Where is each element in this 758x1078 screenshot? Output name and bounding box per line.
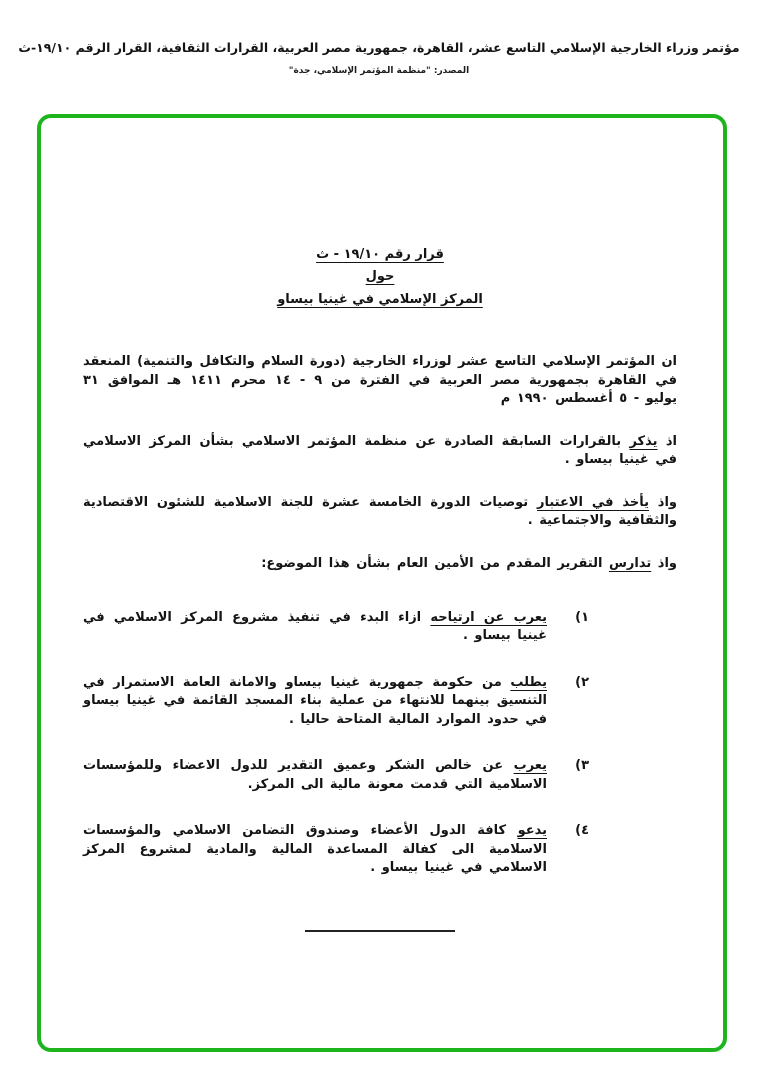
- item-number: ٤): [575, 823, 589, 839]
- item-number: ٣): [575, 758, 589, 774]
- paragraph-lead: تدارس: [608, 555, 652, 571]
- reviewing-paragraph: [83, 555, 677, 573]
- resolution-about: حول: [365, 269, 395, 285]
- item-number: ٢): [575, 674, 589, 690]
- list-item-4: [83, 822, 589, 877]
- preamble-paragraph: [83, 353, 677, 408]
- item-text: [83, 674, 547, 729]
- paragraph-pre: واذ: [651, 555, 677, 571]
- list-item-1: [83, 609, 589, 646]
- resolution-about-line: [83, 268, 677, 286]
- document-header: [0, 40, 758, 76]
- paragraph-lead: يأخذ في الاعتبار: [537, 494, 649, 510]
- green-border-frame: [37, 114, 727, 1052]
- item-text: [83, 609, 547, 646]
- item-lead: يدعو: [517, 823, 547, 839]
- resolution-items: [83, 609, 677, 878]
- resolution-items-inner: [83, 609, 589, 878]
- title-block: [83, 246, 677, 309]
- item-rest: كافة الدول الأعضاء وصندوق التضامن الاسلامي والمؤسسات الاسلامية الى كفالة المساعدة المالية والمادية لمشروع المركز الاسلامي في غينيا بيساو .: [83, 823, 547, 876]
- resolution-topic-line: [83, 291, 677, 309]
- item-rest: ازاء البدء في تنفيذ مشروع المركز الاسلامي في غينيا بيساو .: [83, 609, 547, 644]
- resolution-number-line: [83, 246, 677, 264]
- list-item-3: [83, 757, 589, 794]
- resolution-topic: المركز الإسلامي في غينيا بيساو: [277, 291, 483, 307]
- paragraph-pre: اذ: [657, 433, 677, 449]
- item-text: [83, 822, 547, 877]
- item-rest: عن خالص الشكر وعميق التقدير للدول الاعضاء وللمؤسسات الاسلامية التي قدمت معونة مالية الى المركز.: [83, 758, 547, 792]
- item-lead: يعرب: [513, 758, 547, 774]
- paragraph-pre: واذ: [648, 494, 678, 510]
- header-source: المصدر: "منظمة المؤتمر الإسلامي، جدة": [288, 66, 470, 76]
- item-lead: يعرب عن ارتياحه: [430, 609, 548, 625]
- paragraph-text: توصيات الدورة الخامسة عشرة للجنة الاسلامية للشئون الاقتصادية والثقافية والاجتماعية .: [83, 494, 677, 529]
- bottom-divider: [305, 930, 455, 932]
- item-number: ١): [575, 609, 589, 625]
- resolution-number: قرار رقم ١٩/١٠ - ث: [316, 247, 444, 262]
- list-item-2: [83, 674, 589, 729]
- considering-paragraph: [83, 494, 677, 531]
- item-text: [83, 757, 547, 794]
- paragraph-text: ان المؤتمر الإسلامي التاسع عشر لوزراء الخارجية (دورة السلام والتكافل والتنمية) المنعقد في القاهرة بجمهورية مصر العربية في الفترة من ٩ - ١٤ محرم ١٤١١ هـ الموافق ٣١ يوليو - ٥ أغسطس ١٩٩٠ م: [83, 354, 677, 407]
- document-content: [41, 118, 723, 932]
- item-rest: من حكومة جمهورية غينيا بيساو والامانة العامة الاستمرار في التنسيق بينهما للانتهاء من عملية بناء المسجد القائمة في غينيا بيساو في حدود الموارد المالية المتاحة حاليا .: [83, 674, 547, 727]
- header-title: مؤتمر وزراء الخارجية الإسلامي التاسع عشر، القاهرة، جمهورية مصر العربية، القرارات الثقافية، القرار الرقم ١٩/١٠-ث: [18, 40, 740, 55]
- recalling-paragraph: [83, 433, 677, 470]
- item-lead: يطلب: [510, 674, 547, 690]
- paragraph-text: بالقرارات السابقة الصادرة عن منظمة المؤتمر الاسلامي بشأن المركز الاسلامي في غينيا بيساو .: [83, 433, 677, 468]
- paragraph-text: التقرير المقدم من الأمين العام بشأن هذا الموضوع:: [261, 555, 609, 571]
- paragraph-lead: يذكر: [629, 433, 658, 449]
